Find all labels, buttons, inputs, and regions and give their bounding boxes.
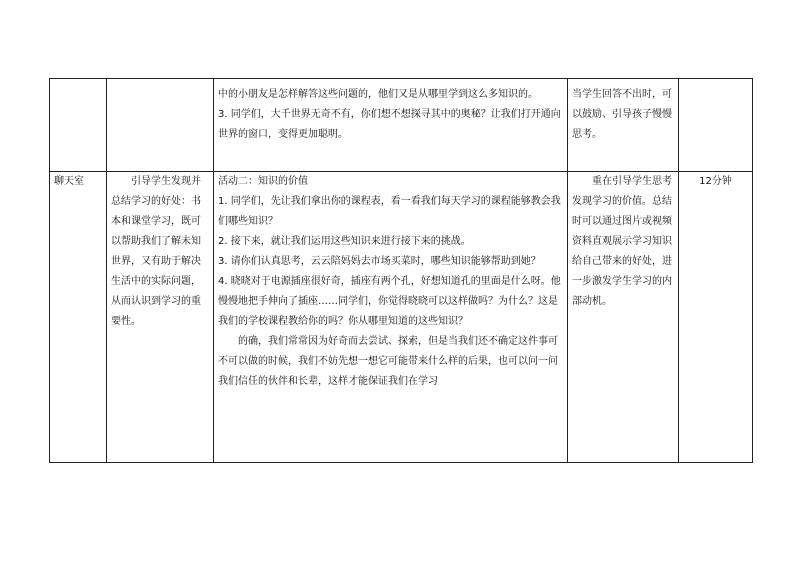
section-cell	[50, 172, 107, 463]
time-cell	[679, 79, 753, 172]
intent-text: 引导学生发现并总结学习的好处：书本和课堂学习，既可以帮助我们了解未知世界，又有助于解决生活中的实际问题，从而认识到学习的重要性。	[111, 176, 201, 327]
guide-text: 当学生回答不出时，可以鼓励、引导孩子慢慢思考。	[572, 89, 672, 140]
table-row	[50, 172, 753, 463]
duration-text: 12分钟	[699, 176, 732, 187]
activity-cell	[214, 79, 568, 172]
activity-paragraph: 3. 同学们，大千世界无奇不有，你们想不想探寻其中的奥秘？让我们打开通向世界的窗口，变得更加聪明。	[218, 109, 561, 140]
lesson-plan-table	[49, 78, 753, 463]
time-cell	[679, 172, 753, 463]
table-row	[50, 79, 753, 172]
activity-paragraph: 4. 晓晓对于电源插座很好奇，插座有两个孔，好想知道孔的里面是什么呀。他慢慢地把手伸向了插座……同学们，你觉得晓晓可以这样做吗？为什么？这是我们的学校课程教给你的吗？你从哪里知道的这些知识？	[218, 276, 561, 327]
activity-paragraph: 的确，我们常常因为好奇而去尝试、探索，但是当我们还不确定这件事可不可以做的时候，我们不妨先想一想它可能带来什么样的后果，也可以问一问我们信任的伙伴和长辈，这样才能保证我们在学习	[218, 336, 558, 387]
guide-cell	[568, 172, 679, 463]
section-title: 聊天室	[54, 176, 84, 187]
activity-paragraph: 1. 同学们，先让我们拿出你的课程表，看一看我们每天学习的课程能够教会我们哪些知识？	[218, 196, 561, 227]
intent-cell	[107, 172, 214, 463]
activity-paragraph: 中的小朋友是怎样解答这些问题的，他们又是从哪里学到这么多知识的。	[218, 89, 538, 100]
activity-paragraph: 3. 请你们认真思考，云云陪妈妈去市场买菜时，哪些知识能够帮助到她？	[218, 256, 541, 267]
activity-cell	[214, 172, 568, 463]
guide-text: 重在引导学生思考发现学习的价值。总结时可以通过图片或视频资料直观展示学习知识给自己带来的好处，进一步激发学生学习的内部动机。	[572, 176, 672, 307]
guide-cell	[568, 79, 679, 172]
activity-heading: 活动二：知识的价值	[218, 176, 308, 187]
section-cell	[50, 79, 107, 172]
intent-cell	[107, 79, 214, 172]
activity-paragraph: 2. 接下来，就让我们运用这些知识来进行接下来的挑战。	[218, 236, 471, 247]
